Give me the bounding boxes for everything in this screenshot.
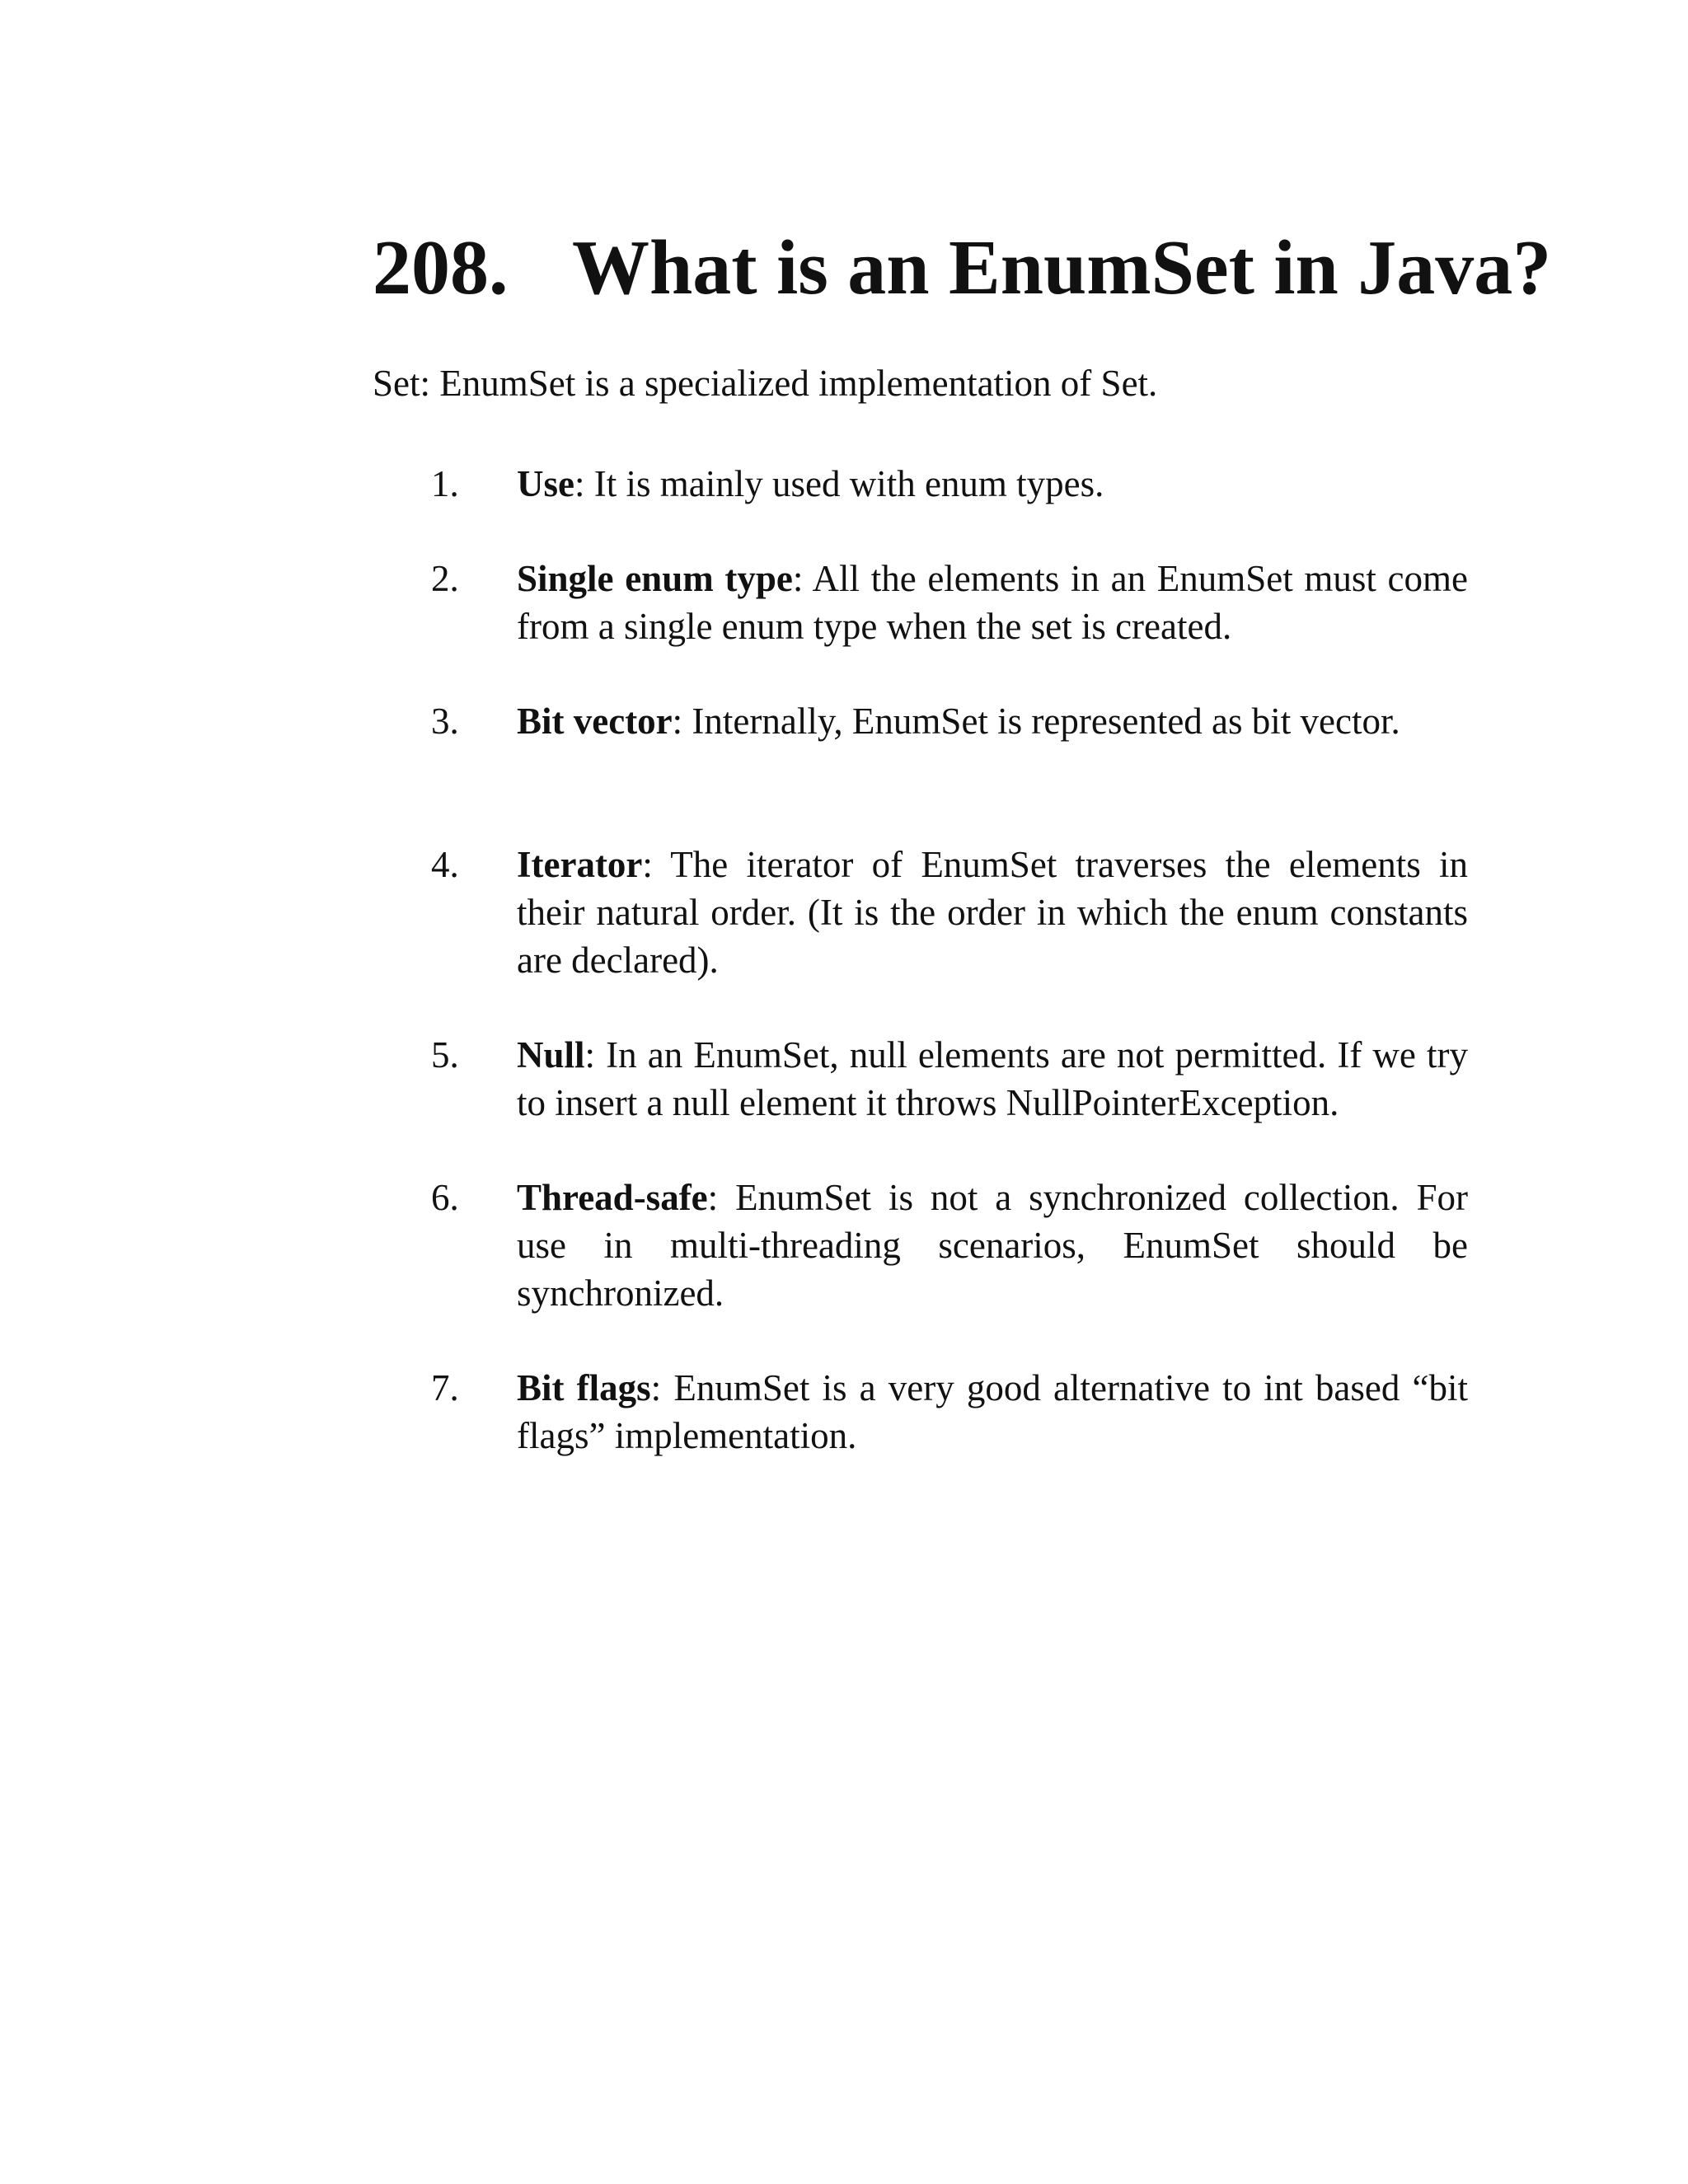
question-heading bbox=[373, 223, 1551, 313]
item-text: : EnumSet is a very good alternative to int based “bit flags” implementation. bbox=[517, 1367, 1468, 1456]
question-number: 208. bbox=[373, 225, 509, 311]
item-term: Iterator bbox=[517, 844, 643, 885]
item-text: : All the elements in an EnumSet must come from a single enum type when the set is created. bbox=[517, 558, 1469, 647]
item-text: : It is mainly used with enum types. bbox=[574, 463, 1104, 504]
item-body bbox=[517, 555, 1468, 650]
item-term: Bit vector bbox=[517, 701, 673, 742]
item-term: Single enum type bbox=[517, 558, 793, 599]
item-term: Bit flags bbox=[517, 1367, 651, 1408]
question-title: What is an EnumSet in Java? bbox=[572, 225, 1552, 311]
item-number: 4. bbox=[431, 844, 459, 885]
item-number: 7. bbox=[431, 1367, 459, 1408]
item-text: : Internally, EnumSet is represented as bit vector. bbox=[672, 701, 1400, 742]
item-body bbox=[517, 460, 1468, 508]
item-number: 3. bbox=[431, 701, 459, 742]
item-term: Null bbox=[517, 1034, 585, 1076]
item-body bbox=[517, 1174, 1468, 1317]
item-number: 2. bbox=[431, 558, 459, 599]
item-number: 5. bbox=[431, 1034, 459, 1076]
item-body bbox=[517, 697, 1468, 745]
item-number: 1. bbox=[431, 463, 459, 504]
item-text: : EnumSet is not a synchronized collection. For use in multi-threading scenarios, EnumSet should be synchronized. bbox=[517, 1177, 1468, 1314]
item-term: Thread-safe bbox=[517, 1177, 708, 1218]
item-number: 6. bbox=[431, 1177, 459, 1218]
intro-paragraph: Set: EnumSet is a specialized implementation of Set. bbox=[373, 363, 1158, 404]
item-text: : The iterator of EnumSet traverses the elements in their natural order. (It is the order in which the enum constants are declared). bbox=[517, 844, 1468, 981]
item-body bbox=[517, 1031, 1468, 1127]
item-body bbox=[517, 841, 1468, 984]
item-body bbox=[517, 1364, 1468, 1460]
item-term: Use bbox=[517, 463, 574, 504]
item-text: : In an EnumSet, null elements are not permitted. If we try to insert a null element it throws NullPointerException. bbox=[517, 1034, 1468, 1123]
